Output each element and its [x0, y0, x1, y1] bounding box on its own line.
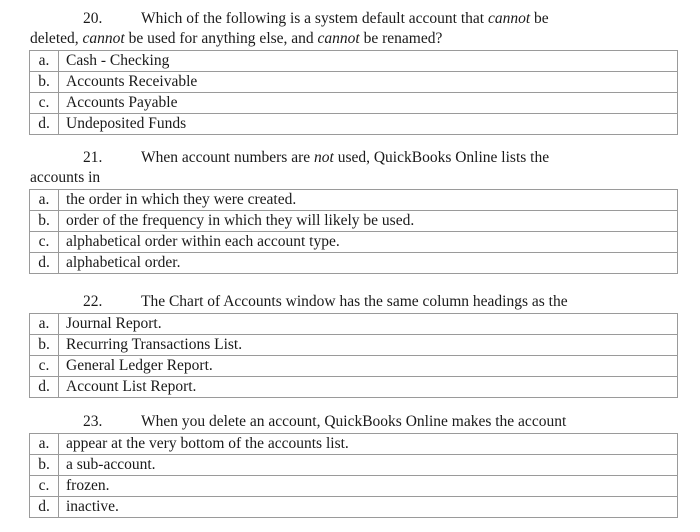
option-letter: b.: [30, 335, 59, 356]
option-letter: d.: [30, 253, 59, 274]
question-number: 22.: [83, 293, 103, 310]
option-row[interactable]: [30, 253, 678, 274]
options-table: [29, 433, 678, 518]
option-letter: a.: [30, 314, 59, 335]
option-letter: c.: [30, 356, 59, 377]
option-row[interactable]: [30, 51, 678, 72]
option-text: alphabetical order within each account type.: [59, 232, 678, 253]
option-letter: b.: [30, 72, 59, 93]
option-row[interactable]: [30, 434, 678, 455]
question-prompt-line-2: accounts in: [30, 169, 101, 186]
question-prompt-line-2: deleted, cannot be used for anything else, and cannot be renamed?: [30, 30, 443, 47]
question-number: 23.: [83, 413, 103, 430]
option-text: Recurring Transactions List.: [59, 335, 678, 356]
option-text: Accounts Receivable: [59, 72, 678, 93]
option-row[interactable]: [30, 497, 678, 518]
options-table: [29, 313, 678, 398]
option-row[interactable]: [30, 72, 678, 93]
option-letter: d.: [30, 497, 59, 518]
option-row[interactable]: [30, 377, 678, 398]
question-text: The Chart of Accounts window has the same column headings as the: [141, 293, 568, 310]
option-text: appear at the very bottom of the accounts list.: [59, 434, 678, 455]
option-letter: a.: [30, 51, 59, 72]
option-letter: d.: [30, 377, 59, 398]
option-row[interactable]: [30, 211, 678, 232]
option-text: order of the frequency in which they will likely be used.: [59, 211, 678, 232]
option-text: alphabetical order.: [59, 253, 678, 274]
option-text: Journal Report.: [59, 314, 678, 335]
option-row[interactable]: [30, 93, 678, 114]
option-row[interactable]: [30, 455, 678, 476]
question-number: 21.: [83, 149, 103, 166]
option-row[interactable]: [30, 314, 678, 335]
options-table: [29, 50, 678, 135]
option-text: Cash - Checking: [59, 51, 678, 72]
options-table: [29, 189, 678, 274]
option-letter: b.: [30, 211, 59, 232]
option-text: a sub-account.: [59, 455, 678, 476]
option-text: Account List Report.: [59, 377, 678, 398]
question-text: Which of the following is a system default account that cannot be: [141, 10, 549, 27]
option-text: inactive.: [59, 497, 678, 518]
option-letter: c.: [30, 476, 59, 497]
option-text: the order in which they were created.: [59, 190, 678, 211]
option-letter: a.: [30, 190, 59, 211]
option-letter: d.: [30, 114, 59, 135]
option-row[interactable]: [30, 356, 678, 377]
option-text: frozen.: [59, 476, 678, 497]
option-letter: a.: [30, 434, 59, 455]
option-row[interactable]: [30, 476, 678, 497]
option-text: General Ledger Report.: [59, 356, 678, 377]
option-letter: b.: [30, 455, 59, 476]
question-number: 20.: [83, 10, 103, 27]
option-text: Accounts Payable: [59, 93, 678, 114]
option-text: Undeposited Funds: [59, 114, 678, 135]
option-row[interactable]: [30, 114, 678, 135]
question-text: When you delete an account, QuickBooks Online makes the account: [141, 413, 567, 430]
option-letter: c.: [30, 232, 59, 253]
option-row[interactable]: [30, 232, 678, 253]
option-row[interactable]: [30, 190, 678, 211]
option-row[interactable]: [30, 335, 678, 356]
question-text: When account numbers are not used, QuickBooks Online lists the: [141, 149, 550, 166]
option-letter: c.: [30, 93, 59, 114]
